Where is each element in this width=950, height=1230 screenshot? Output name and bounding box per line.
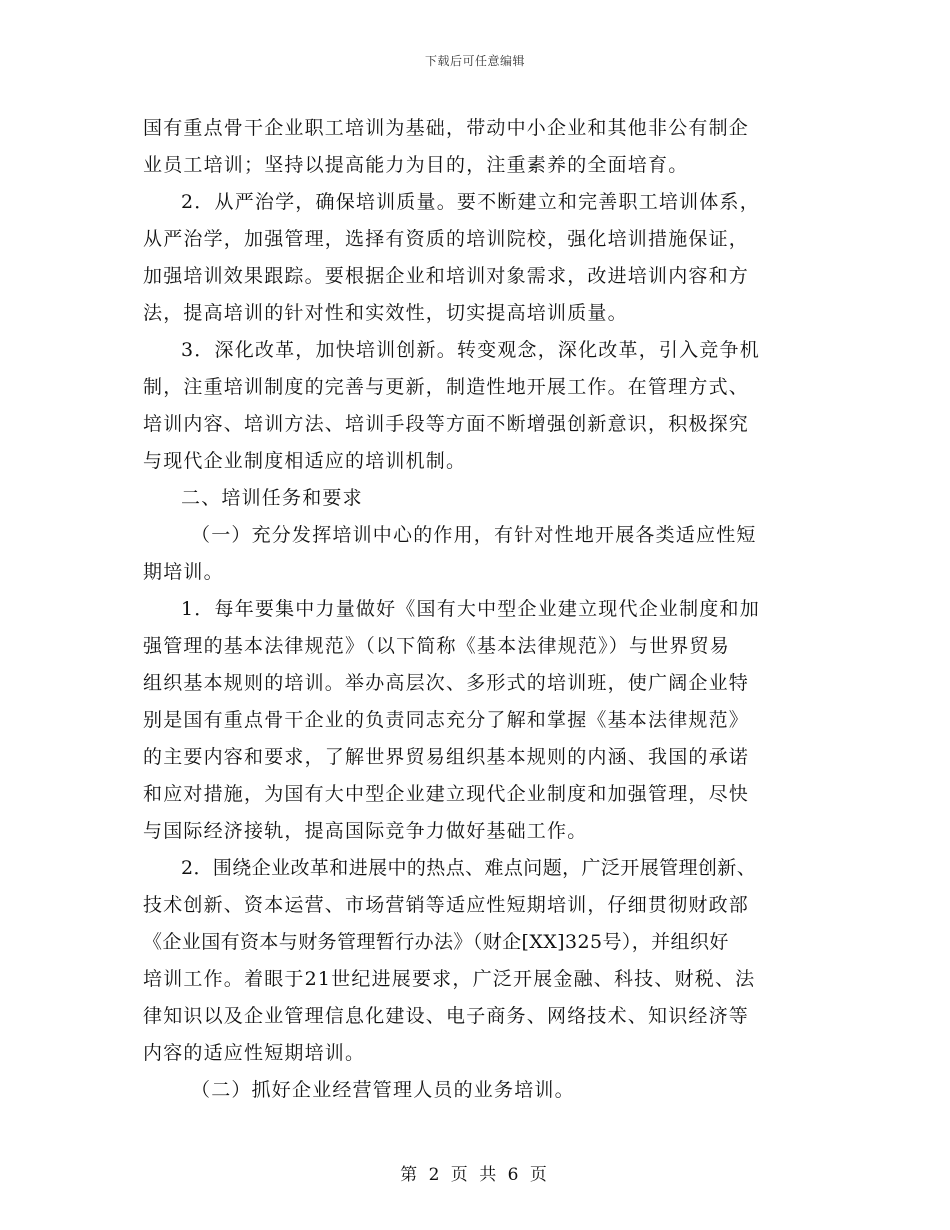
paragraph-line: 业员工培训；坚持以提高能力为目的，注重素养的全面培育。	[143, 154, 689, 176]
body-text	[143, 110, 833, 1109]
paragraph-line: 培训工作。着眼于21世纪进展要求，广泛开展金融、科技、财税、法	[143, 968, 756, 990]
paragraph-line: 别是国有重点骨干企业的负责同志充分了解和掌握《基本法律规范》	[143, 709, 750, 731]
paragraph-line: 加强培训效果跟踪。要根据企业和培训对象需求，改进培训内容和方	[143, 265, 750, 287]
header-note: 下载后可任意编辑	[424, 54, 525, 68]
paragraph-line: 强管理的基本法律规范》（以下简称《基本法律规范》）与世界贸易	[143, 635, 731, 657]
paragraph-line: 内容的适应性短期培训。	[143, 1042, 366, 1064]
paragraph-line: 和应对措施，为国有大中型企业建立现代企业制度和加强管理，尽快	[143, 783, 750, 805]
paragraph-line: 2．围绕企业改革和进展中的热点、难点问题，广泛开展管理创新、	[181, 857, 757, 879]
paragraph-line: 《企业国有资本与财务管理暂行办法》（财企[XX]325号），并组织好	[143, 931, 729, 953]
paragraph-line: 3．深化改革，加快培训创新。转变观念，深化改革，引入竞争机	[181, 339, 760, 361]
paragraph-line: 制，注重培训制度的完善与更新，制造性地开展工作。在管理方式、	[143, 376, 750, 398]
paragraph-line: 组织基本规则的培训。举办高层次、多形式的培训班，使广阔企业特	[143, 672, 750, 694]
paragraph-line: 法，提高培训的针对性和实效性，切实提高培训质量。	[143, 302, 628, 324]
section-subheading: （二）抓好企业经营管理人员的业务培训。	[191, 1079, 575, 1101]
section-heading: 二、培训任务和要求	[181, 487, 363, 509]
paragraph-line: 期培训。	[143, 561, 224, 583]
page-number: 第 2 页 共 6 页	[400, 1165, 550, 1185]
paragraph-line: （一）充分发挥培训中心的作用，有针对性地开展各类适应性短	[191, 524, 757, 546]
paragraph-line: 国有重点骨干企业职工培训为基础，带动中小企业和其他非公有制企	[143, 117, 750, 139]
paragraph-line: 与现代企业制度相适应的培训机制。	[143, 450, 467, 472]
paragraph-line: 技术创新、资本运营、市场营销等适应性短期培训，仔细贯彻财政部	[143, 894, 750, 916]
paragraph-line: 与国际经济接轨，提高国际竞争力做好基础工作。	[143, 820, 588, 842]
paragraph-line: 律知识以及企业管理信息化建设、电子商务、网络技术、知识经济等	[143, 1005, 750, 1027]
paragraph-line: 培训内容、培训方法、培训手段等方面不断增强创新意识，积极探究	[143, 413, 750, 435]
paragraph-line: 2．从严治学，确保培训质量。要不断建立和完善职工培训体系，	[181, 191, 760, 213]
paragraph-line: 的主要内容和要求，了解世界贸易组织基本规则的内涵、我国的承诺	[143, 746, 750, 768]
paragraph-line: 从严治学，加强管理，选择有资质的培训院校，强化培训措施保证，	[143, 228, 750, 250]
paragraph-line: 1．每年要集中力量做好《国有大中型企业建立现代企业制度和加	[181, 598, 760, 620]
